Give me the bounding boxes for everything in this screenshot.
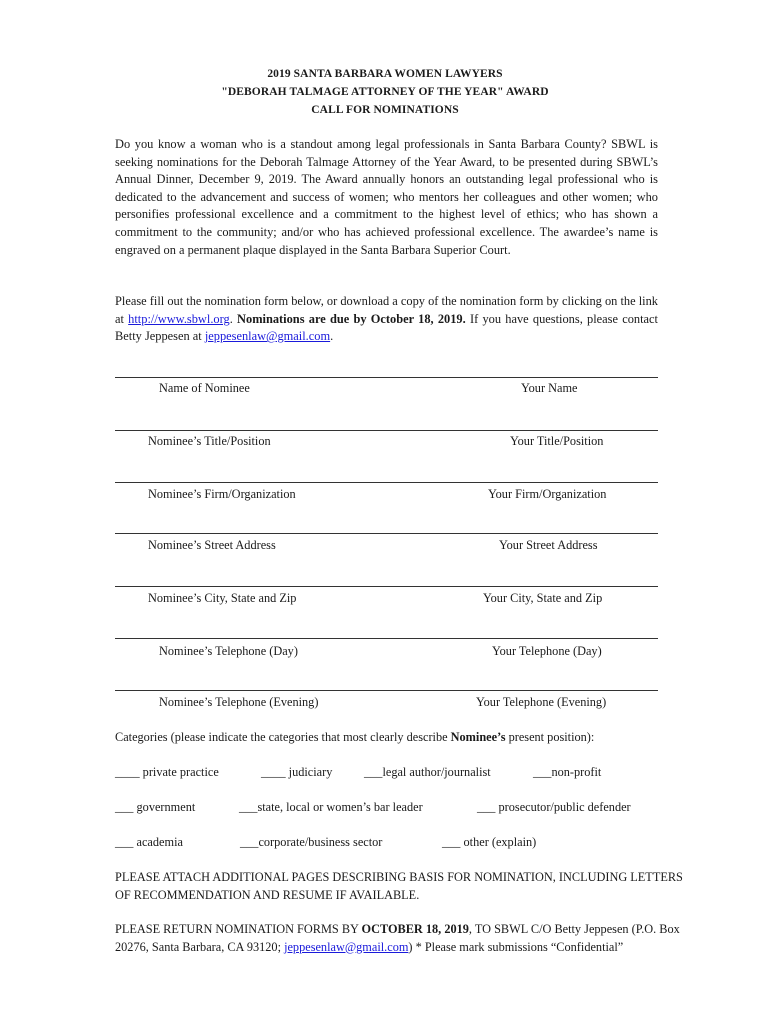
return-note-text-2: , TO SBWL C/O Betty Jeppesen (P.O. Box 20276, Santa Barbara, CA 93120; (115, 922, 680, 954)
signature-line[interactable] (115, 586, 658, 587)
category-bar-leader[interactable]: ___state, local or women’s bar leader (239, 800, 423, 814)
due-date-text: Nominations are due by October 18, 2019. (237, 311, 466, 326)
category-non-profit[interactable]: ___non-profit (533, 765, 602, 779)
your-tel-day-label: Your Telephone (Day) (492, 644, 602, 658)
contact-email-link[interactable]: jeppesenlaw@gmail.com (204, 329, 331, 344)
return-note-text-1: PLEASE RETURN NOMINATION FORMS BY (115, 922, 362, 936)
intro-text: Do you know a woman who is a standout among legal professionals in Santa Barbara County? SBWL is seeking nominations for the Deborah Talmage Attorney of the Year Award, to be presented during SBWL’s Annual Dinner, December 9, 2019. The Award annually honors an outstanding legal professional who is dedicated to the advancement and success of women; who mentors her colleagues and other women; who personifies professional excellence and a commitment to the highest level of ethics; who has shown a commitment to the community; and/or who has achieved professional excellence. The awardee’s name is engraved on a permanent plaque displayed in the Santa Barbara Superior Court. (115, 137, 658, 257)
nominee-emphasis: Nominee’s (450, 730, 506, 744)
instructions-text-1: Please fill out the nomination form below, or download a copy of the nomination form by clicking on the link at (115, 294, 658, 326)
signature-line[interactable] (115, 377, 658, 378)
your-name-label: Your Name (521, 381, 578, 395)
category-corporate[interactable]: ___corporate/business sector (240, 835, 383, 849)
return-deadline: OCTOBER 18, 2019 (361, 922, 469, 936)
nominee-tel-eve-label: Nominee’s Telephone (Evening) (159, 695, 319, 709)
your-street-label: Your Street Address (499, 538, 598, 552)
instructions-text-2: . (229, 311, 238, 326)
nominee-tel-day-label: Nominee’s Telephone (Day) (159, 644, 298, 658)
your-firm-label: Your Firm/Organization (488, 487, 607, 501)
intro-paragraph (115, 136, 658, 259)
signature-line[interactable] (115, 430, 658, 431)
signature-line[interactable] (115, 690, 658, 691)
your-title-label: Your Title/Position (510, 434, 604, 448)
category-other[interactable]: ___ other (explain) (442, 835, 537, 849)
categories-intro (115, 730, 594, 745)
return-note (115, 921, 685, 956)
document-title-block (0, 65, 770, 119)
instructions-paragraph (115, 293, 658, 346)
your-tel-eve-label: Your Telephone (Evening) (476, 695, 607, 709)
nominee-city-label: Nominee’s City, State and Zip (148, 591, 297, 605)
category-prosecutor[interactable]: ___ prosecutor/public defender (477, 800, 631, 814)
title-line-1: 2019 SANTA BARBARA WOMEN LAWYERS (267, 68, 503, 80)
category-academia[interactable]: ___ academia (115, 835, 183, 849)
signature-line[interactable] (115, 482, 658, 483)
instructions-text-3: If you have questions, please contact Betty Jeppesen at (115, 311, 658, 344)
nominee-firm-label: Nominee’s Firm/Organization (148, 487, 296, 501)
nominee-title-label: Nominee’s Title/Position (148, 434, 271, 448)
instructions-text-4: . (330, 329, 334, 344)
title-line-3: CALL FOR NOMINATIONS (311, 104, 459, 116)
attach-note: PLEASE ATTACH ADDITIONAL PAGES DESCRIBING BASIS FOR NOMINATION, INCLUDING LETTERS OF RECOMMENDATION AND RESUME IF AVAILABLE. (115, 870, 683, 902)
nominee-name-label: Name of Nominee (159, 381, 250, 395)
category-legal-author[interactable]: ___legal author/journalist (364, 765, 491, 779)
your-city-label: Your City, State and Zip (483, 591, 603, 605)
signature-line[interactable] (115, 638, 658, 639)
category-private-practice[interactable]: ____ private practice (115, 765, 219, 779)
category-government[interactable]: ___ government (115, 800, 196, 814)
return-note-text-3: ) * Please mark submissions “Confidential” (408, 939, 624, 954)
sbwl-website-link[interactable]: http://www.sbwl.org (128, 311, 230, 326)
title-line-2: "DEBORAH TALMAGE ATTORNEY OF THE YEAR" AWARD (221, 86, 549, 98)
nominee-street-label: Nominee’s Street Address (148, 538, 276, 552)
category-judiciary[interactable]: ____ judiciary (261, 765, 333, 779)
categories-intro-text: Categories (please indicate the categories that most clearly describe (115, 730, 451, 744)
signature-line[interactable] (115, 533, 658, 534)
return-email-link[interactable]: jeppesenlaw@gmail.com (284, 939, 409, 954)
categories-intro-tail: present position): (505, 730, 595, 744)
